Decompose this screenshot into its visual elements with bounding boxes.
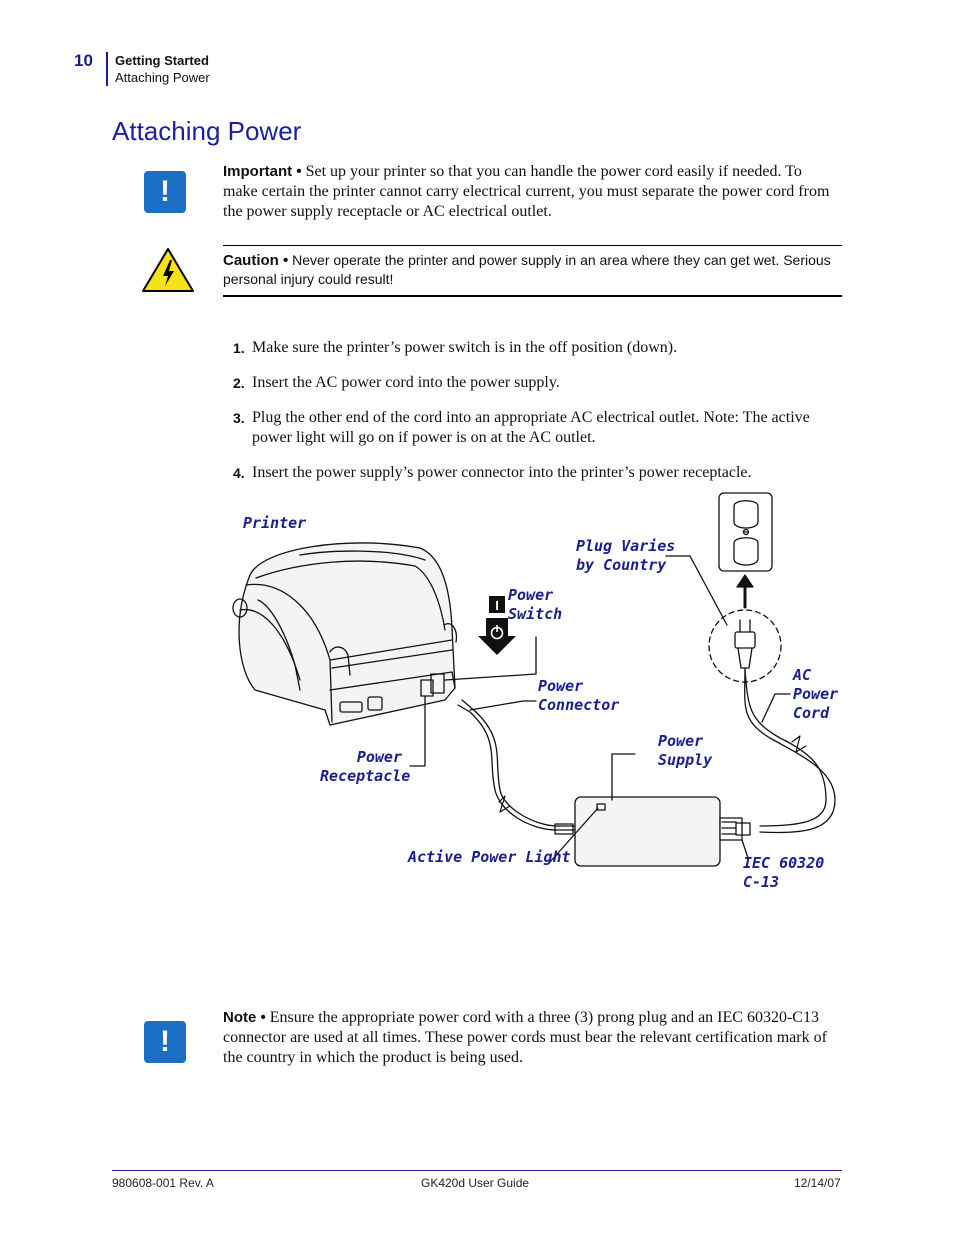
step-text: Make sure the printer’s power switch is in the off position (down).	[252, 339, 678, 356]
label-iec-line2: C-13	[743, 873, 780, 891]
switch-on-mark: I	[495, 598, 499, 613]
note-text: Ensure the appropriate power cord with a three (3) prong plug and an IEC 60320-C13 connector are used at all times. These power cords must bear the relevant certification mark of the country in which the product is being used.	[223, 1009, 827, 1066]
footer-divider	[112, 1170, 842, 1171]
label-ac-cord-line3: Cord	[793, 704, 830, 722]
label-power-connector-line2: Connector	[538, 696, 620, 714]
label-power-receptacle-line2: Receptacle	[320, 767, 411, 785]
label-power-switch	[508, 586, 562, 624]
label-plug-varies-line1: Plug Varies	[576, 537, 676, 555]
step-number: 4.	[233, 465, 245, 481]
label-power-connector	[538, 677, 619, 715]
step-number: 3.	[233, 410, 245, 426]
note-icon: !	[144, 1021, 186, 1063]
caution-text: Never operate the printer and power supply in an area where they can get wet. Serious personal injury could result!	[223, 252, 831, 287]
note-notice	[223, 1008, 843, 1068]
label-ac-power-cord	[793, 666, 838, 723]
step-text: Insert the power supply’s power connector into the printer’s power receptacle.	[252, 464, 752, 481]
label-power-supply-line2: Supply	[658, 751, 713, 769]
page-number: 10	[74, 51, 93, 70]
label-power-receptacle-line1: Power	[356, 748, 402, 766]
step-number: 1.	[233, 340, 245, 356]
label-iec-line1: IEC 60320	[743, 854, 825, 872]
step-text: Plug the other end of the cord into an appropriate AC electrical outlet. Note: The active power light will go on if power is on at the AC outlet.	[252, 409, 810, 446]
important-lead: Important •	[223, 163, 302, 180]
label-plug-varies	[576, 537, 675, 575]
important-icon: !	[144, 171, 186, 213]
label-iec-connector	[743, 854, 824, 892]
page-title: Attaching Power	[112, 116, 302, 146]
label-ac-cord-line2: Power	[793, 685, 839, 703]
label-power-switch-line2: Switch	[508, 605, 563, 623]
header-section: Attaching Power	[115, 70, 210, 85]
label-power-switch-line1: Power	[508, 586, 554, 604]
label-plug-varies-line2: by Country	[576, 556, 667, 574]
label-power-supply-line1: Power	[658, 732, 704, 750]
header-chapter: Getting Started	[115, 53, 209, 68]
printer-illustration	[233, 543, 456, 725]
note-lead: Note •	[223, 1009, 266, 1026]
footer-date: 12/14/07	[794, 1176, 841, 1190]
important-text: Set up your printer so that you can handle the power cord easily if needed. To make certain the printer cannot carry electrical current, you must separate the power cord from the power supply receptacle or AC electrical outlet.	[223, 163, 830, 220]
label-power-receptacle	[320, 748, 411, 786]
label-printer: Printer	[243, 514, 307, 532]
label-active-power-light: Active Power Light	[408, 848, 571, 866]
label-ac-cord-line1: AC	[793, 666, 812, 684]
footer-guide-title: GK420d User Guide	[421, 1176, 530, 1190]
power-supply-illustration	[575, 797, 750, 866]
caution-lead: Caution •	[223, 252, 289, 269]
wall-outlet-illustration	[719, 493, 772, 571]
step-text: Insert the AC power cord into the power supply.	[252, 374, 560, 391]
label-power-supply	[658, 732, 712, 770]
step-number: 2.	[233, 375, 245, 391]
footer-doc-number: 980608-001 Rev. A	[112, 1176, 214, 1190]
label-power-connector-line1: Power	[538, 677, 584, 695]
